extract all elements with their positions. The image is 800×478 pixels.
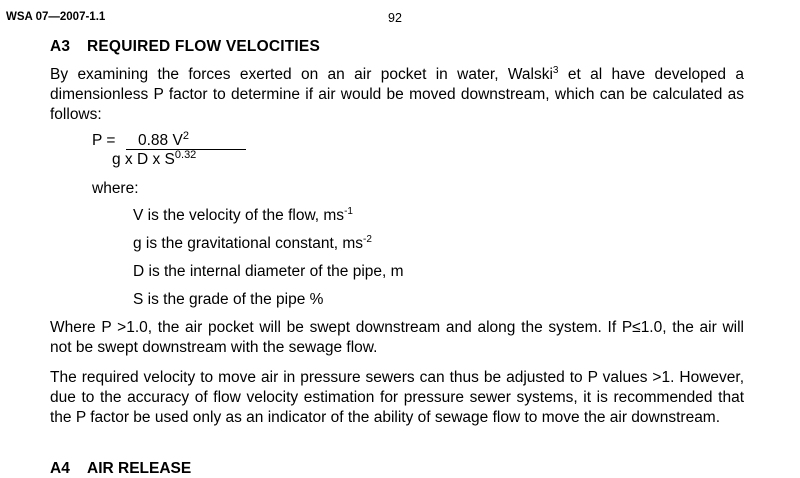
section-title: REQUIRED FLOW VELOCITIES	[87, 38, 321, 55]
threshold-paragraph: Where P >1.0, the air pocket will be swept downstream and along the system. If P≤1.0, the air will not be swept downstream with the sewage flow.	[50, 319, 744, 356]
next-section-heading	[50, 460, 191, 478]
definition-item: g is the gravitational constant, $ms^{-2}$	[133, 234, 372, 252]
definition-item: V is the velocity of the flow, $ms^{-1}$	[133, 206, 353, 224]
formula-lhs: P =	[92, 132, 116, 149]
where-label: where:	[92, 180, 139, 197]
section-number: A3	[50, 38, 71, 55]
page-number: 92	[388, 11, 402, 25]
document-id: WSA 07—2007-1.1	[6, 11, 106, 23]
intro-paragraph: By examining the forces exerted on an air pocket in water, Walski$^3$ et al have developed a dimensionless P factor to determine if air would be moved downstream, which can be calculated as follows:	[50, 65, 744, 123]
definition-item: S is the grade of the pipe %	[133, 291, 324, 308]
reference-marker: 3	[552, 65, 559, 76]
formula-numerator: 0.88 $V^2$	[138, 130, 189, 149]
velocity-paragraph: The required velocity to move air in pressure sewers can thus be adjusted to P values >1. However, due to the accuracy of flow velocity estimation for pressure sewer systems, it is recommended that the P factor be used only as an indicator of the ability of sewage flow to move the air downstream.	[50, 369, 744, 426]
variable-definitions	[133, 206, 404, 318]
next-section-number: A4	[50, 460, 70, 477]
formula-denominator: g x D x $S^{0.32}$	[112, 149, 197, 168]
section-heading	[50, 38, 320, 56]
p-factor-formula	[92, 128, 292, 172]
definition-item: D is the internal diameter of the pipe, m	[133, 263, 404, 280]
next-section-title: AIR RELEASE	[87, 460, 192, 477]
